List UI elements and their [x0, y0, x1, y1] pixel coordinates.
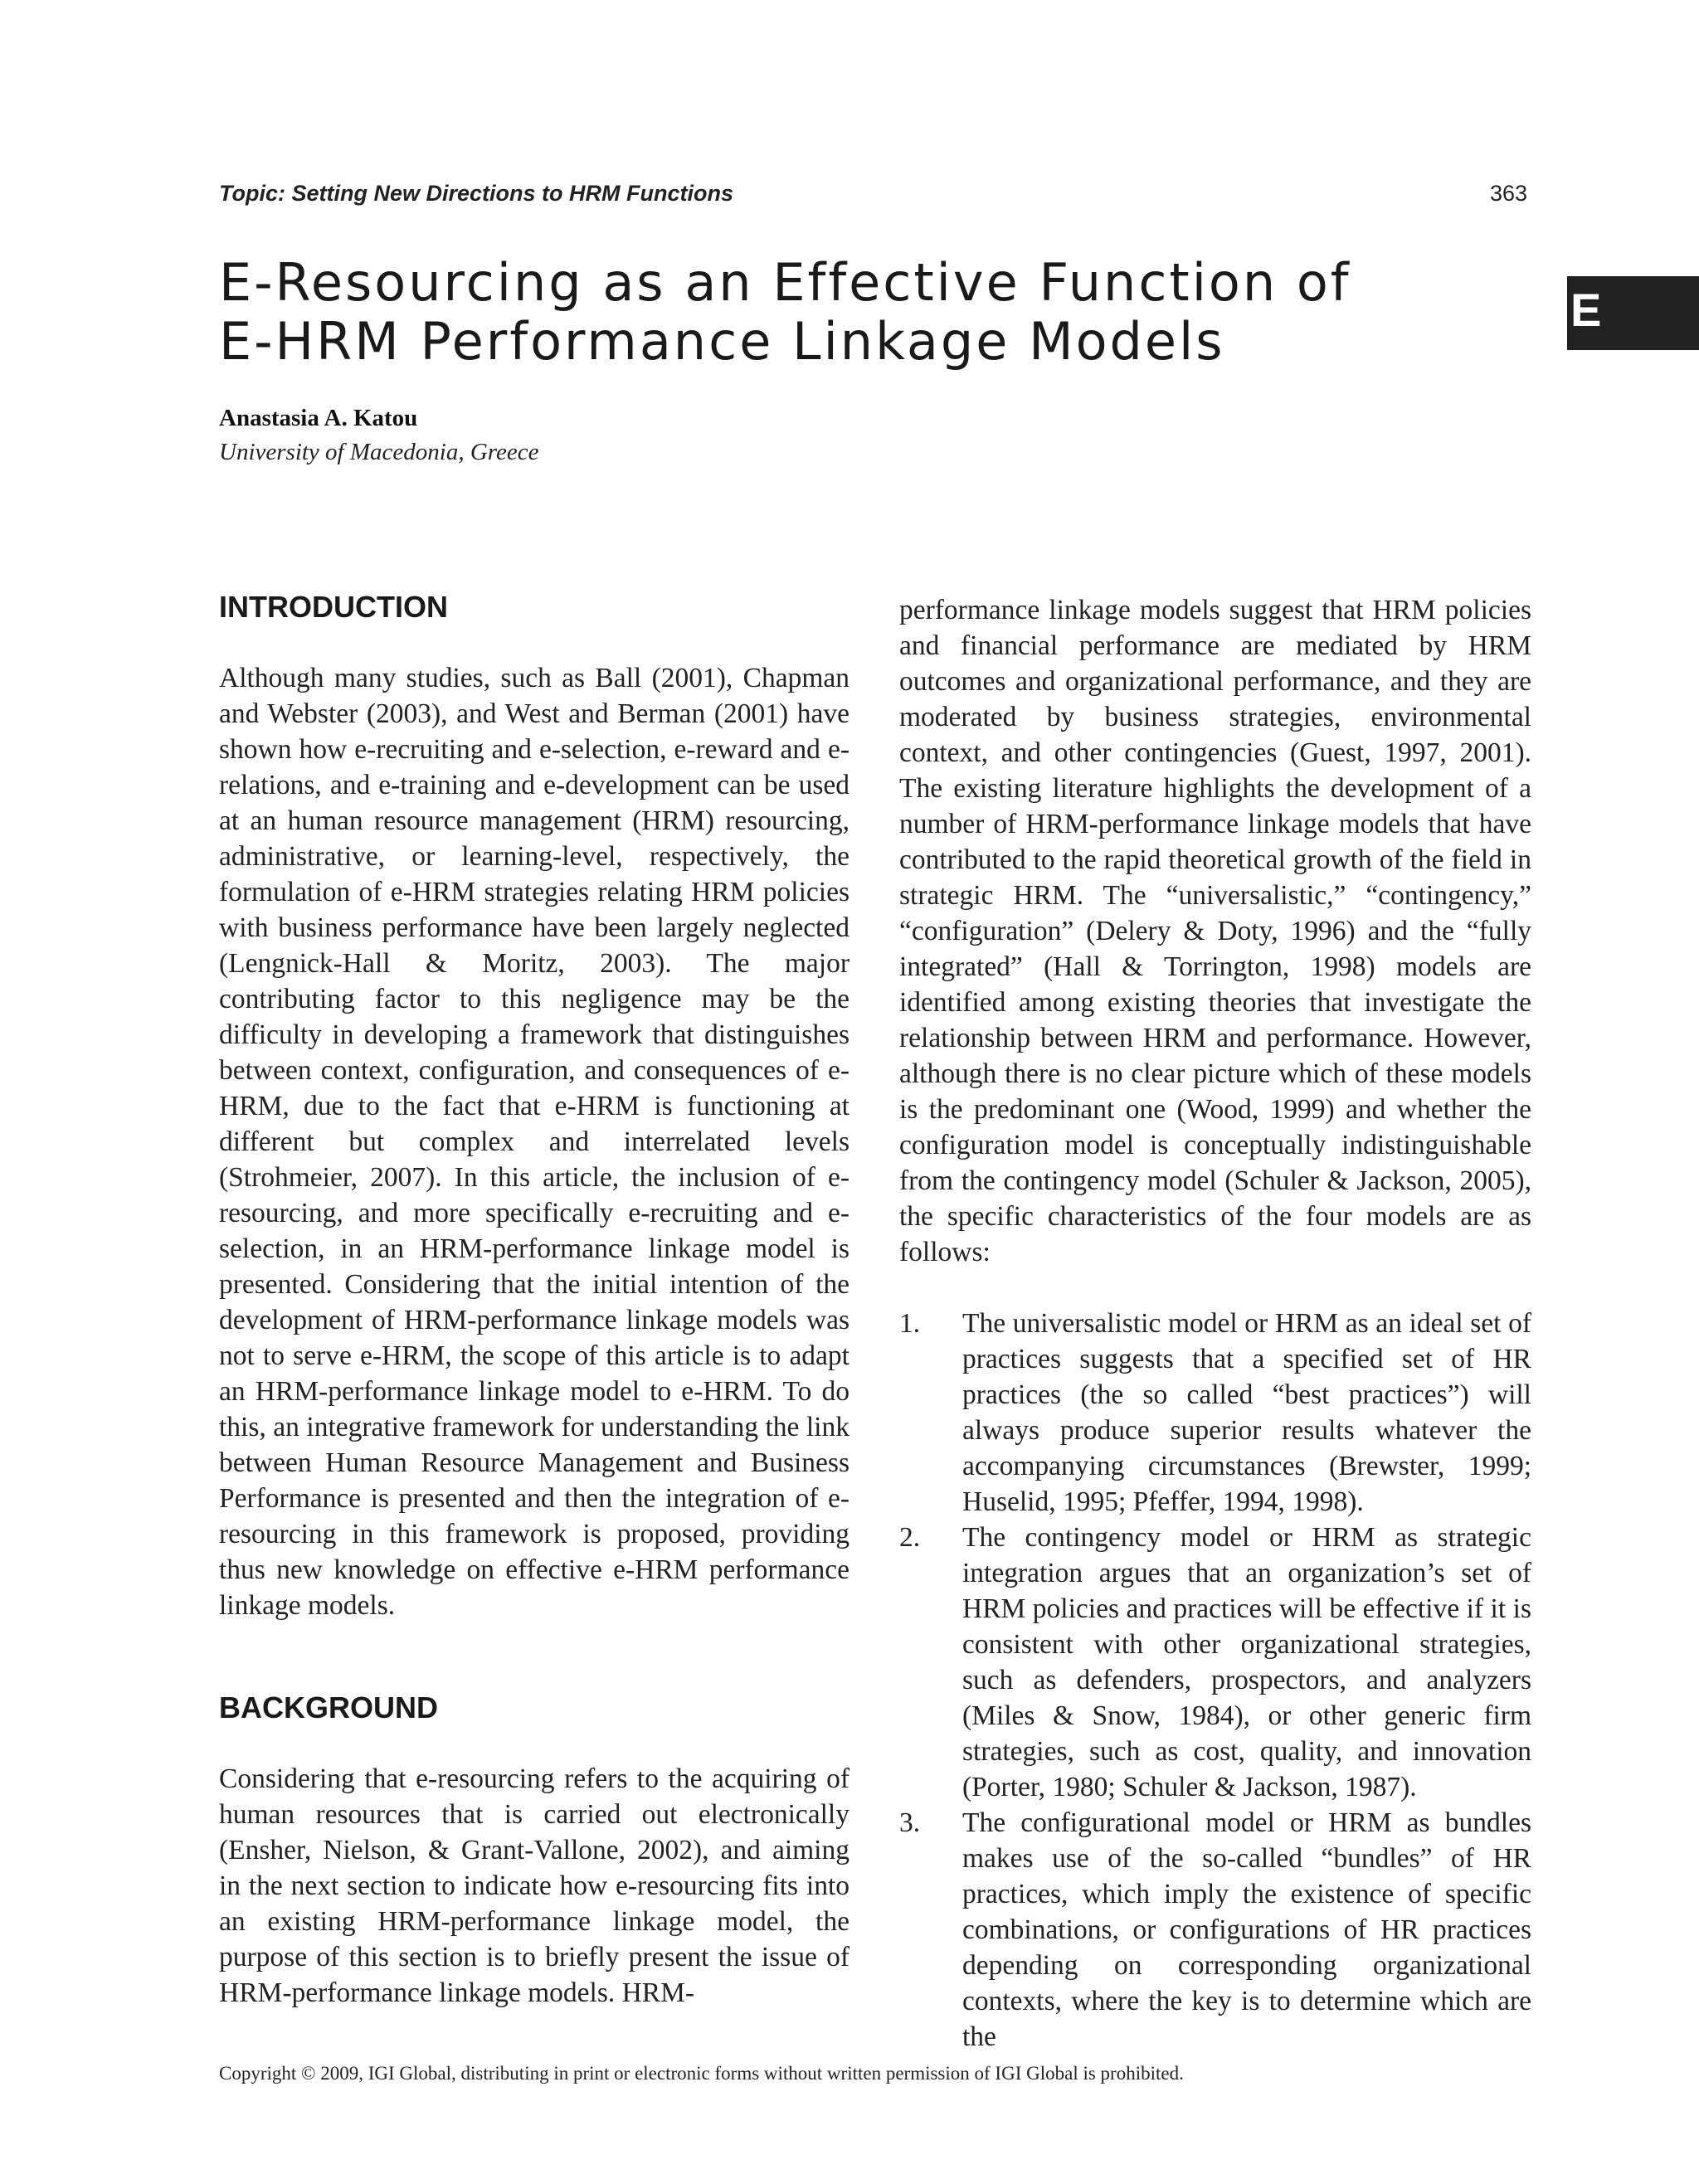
background-continuation: performance linkage models suggest that HRM policies and financial performance are mediated by HRM outcomes and organizational performance, and they are moderated by business strategies, environmental context, and other contingencies (Guest, 1997, 2001). The existing literature highlights the development of a number of HRM-performance linkage models that have contributed to the rapid theoretical growth of the field in strategic HRM. The “universalistic,” “contingency,” “configuration” (Delery & Doty, 1996) and the “fully integrated” (Hall & Torrington, 1998) models are identified among existing theories that investigate the relationship between HRM and performance. However, although there is no clear picture which of these models is the predominant one (Wood, 1999) and whether the configuration model is conceptually indistinguishable from the contingency model (Schuler & Jackson, 2005), the specific characteristics of the four models are as follows:	[899, 595, 1531, 1267]
list-item	[899, 1805, 1531, 2055]
section-tab: E	[1567, 276, 1699, 350]
copyright-footer: Copyright © 2009, IGI Global, distributing in print or electronic forms without written permission of IGI Global is prohibited.	[219, 2063, 1184, 2084]
article-title	[219, 254, 1351, 371]
author-name: Anastasia A. Katou	[219, 405, 418, 431]
topic-header: Topic: Setting New Directions to HRM Functions	[219, 181, 733, 206]
list-text: The configurational model or HRM as bundles makes use of the so-called “bundles” of HR practices, which imply the existence of specific combinations, or configurations of HR practices depending on corresponding organizational contexts, where the key is to determine which are the	[962, 1807, 1531, 2052]
list-number: 2.	[899, 1522, 921, 1553]
left-column	[219, 589, 850, 2011]
list-text: The contingency model or HRM as strategic integration argues that an organization’s set of HRM policies and practices will be effective if it is consistent with other organizational strategies, such as defenders, prospectors, and analyzers (Miles & Snow, 1984), or other generic firm strategies, such as cost, quality, and innovation (Porter, 1980; Schuler & Jackson, 1987).	[962, 1522, 1531, 1802]
list-number: 1.	[899, 1308, 921, 1339]
list-item	[899, 1306, 1531, 1520]
list-item	[899, 1520, 1531, 1805]
right-column	[899, 592, 1531, 2055]
background-heading: BACKGROUND	[219, 1690, 438, 1725]
background-paragraph: Considering that e-resourcing refers to the acquiring of human resources that is carried out electronically (Ensher, Nielson, & Grant-Vallone, 2002), and aiming in the next section to indicate how e-resourcing fits into an existing HRM-performance linkage model, the purpose of this section is to briefly present the issue of HRM-performance linkage models. HRM-	[219, 1763, 850, 2009]
page-number: 363	[1490, 181, 1528, 206]
list-text: The universalistic model or HRM as an ideal set of practices suggests that a specified set of HR practices (the so called “best practices”) will always produce superior results whatever the accompanying circumstances (Brewster, 1999; Huselid, 1995; Pfeffer, 1994, 1998).	[962, 1308, 1531, 1517]
list-number: 3.	[899, 1807, 921, 1838]
models-list	[899, 1306, 1531, 2055]
title-line-2: E-HRM Performance Linkage Models	[219, 310, 1225, 372]
author-affiliation: University of Macedonia, Greece	[219, 439, 539, 465]
title-line-1: E-Resourcing as an Effective Function of	[219, 252, 1351, 313]
introduction-paragraph: Although many studies, such as Ball (2001), Chapman and Webster (2003), and West and Berman (2001) have shown how e-recruiting and e-selection, e-reward and e-relations, and e-training and e-development can be used at an human resource management (HRM) resourcing, administrative, or learning-level, respectively, the formulation of e-HRM strategies relating HRM policies with business performance have been largely neglected (Lengnick-Hall & Moritz, 2003). The major contributing factor to this negligence may be the difficulty in developing a framework that distinguishes between context, configuration, and consequences of e-HRM, due to the fact that e-HRM is functioning at different but complex and interrelated levels (Strohmeier, 2007). In this article, the inclusion of e-resourcing, and more specifically e-recruiting and e-selection, in an HRM-performance linkage model is presented. Considering that the initial intention of the development of HRM-performance linkage models was not to serve e-HRM, the scope of this article is to adapt an HRM-performance linkage model to e-HRM. To do this, an integrative framework for understanding the link between Human Resource Management and Business Performance is presented and then the integration of e-resourcing in this framework is proposed, providing thus new knowledge on effective e-HRM performance linkage models.	[219, 663, 850, 1622]
introduction-heading: INTRODUCTION	[219, 590, 448, 624]
